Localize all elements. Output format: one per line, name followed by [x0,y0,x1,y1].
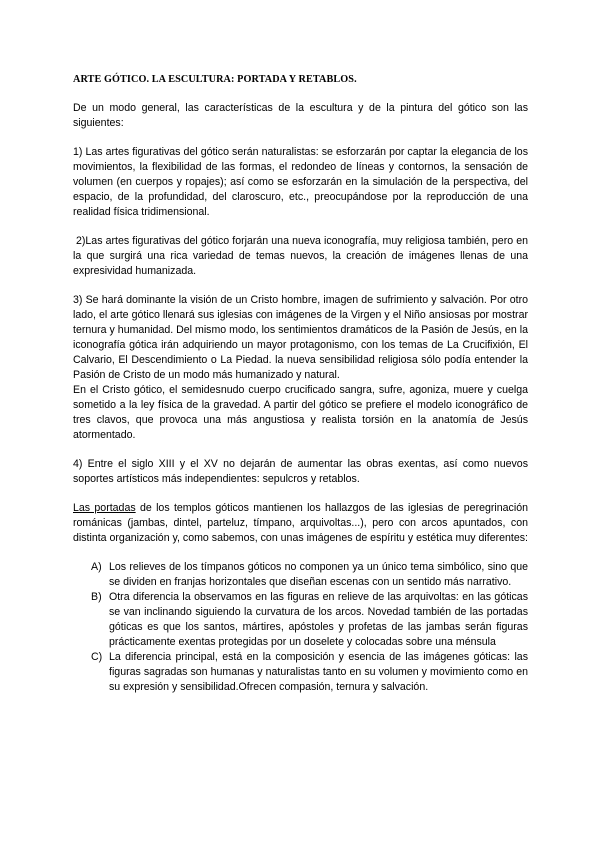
list-marker: C) [91,651,103,663]
portadas-paragraph [73,501,528,546]
list-item [91,560,528,590]
portadas-text: de los templos góticos mantienen los hallazgos de las iglesias de peregrinación románicas (jambas, dintel, parteluz, tímpano, arquivoltas...), pero con arcos apuntados, con distinta organización y, como sabemos, con unas imágenes de espíritu y estética muy diferentes: [73,502,528,544]
list-marker: B) [91,591,102,603]
intro-paragraph: De un modo general, las características de la escultura y de la pintura del gótico son las siguientes: [73,102,528,129]
list-item-text: Otra diferencia la observamos en las figuras en relieve de las arquivoltas: en las góticas se van inclinando siguiendo la curvatura de los arcos. Novedad también de las portadas góticas es que los santos, mártires, apóstoles y profetas de las jambas serán figuras prácticamente exentas protegidas por un doselete y colocadas sobre una ménsula [109,591,528,648]
point-4-paragraph: 4) Entre el siglo XIII y el XV no dejarán de aumentar las obras exentas, así como nuevos soportes artísticos más independientes: sepulcros y retablos. [73,458,528,485]
list-item-text: Los relieves de los tímpanos góticos no componen ya un único tema simbólico, sino que se dividen en franjas horizontales que diseñan escenas con un sentido más narrativo. [109,561,528,588]
document-title: ARTE GÓTICO. LA ESCULTURA: PORTADA Y RETABLOS. [73,74,357,85]
list-item [91,590,528,650]
point-1-paragraph: 1) Las artes figurativas del gótico serán naturalistas: se esforzarán por captar la elegancia de los movimientos, la flexibilidad de las formas, el redondeo de líneas y contornos, la sensación de volumen (en cuerpos y ropajes); así como se esforzarán en la simulación de la perspectiva, del espacio, de la profundidad, del claroscuro, etc., preocupándose por la reproducción de una realidad física tridimensional. [73,146,528,218]
point-3-continuation-paragraph: En el Cristo gótico, el semidesnudo cuerpo crucificado sangra, sufre, agoniza, muere y cuelga sometido a la ley física de la gravedad. A partir del gótico se prefiere el modelo iconográfico de tres clavos, que provoca una más angustiosa y realista torsión en la anatomía de Jesús atormentado. [73,384,528,441]
point-2-paragraph: 2)Las artes figurativas del gótico forjarán una nueva iconografía, muy religiosa también, pero en la que surgirá una rica variedad de temas nuevos, la creación de imágenes llenas de una expresividad humanizada. [73,235,528,277]
list-item [91,650,528,695]
portadas-heading: Las portadas [73,502,136,514]
differences-list [73,560,528,695]
list-item-text: La diferencia principal, está en la composición y esencia de las imágenes góticas: las figuras sagradas son humanas y naturalistas tanto en su volumen y movimiento como en su expresión y sensibilidad.Ofrecen compasión, ternura y salvación. [109,651,528,693]
point-3-paragraph: 3) Se hará dominante la visión de un Cristo hombre, imagen de sufrimiento y salvación. Por otro lado, el arte gótico llenará sus iglesias con imágenes de la Virgen y el Niño ansiosas por mostrar ternura y humanidad. Del mismo modo, los sentimientos dramáticos de la Pasión de Jesús, en la iconografía gótica irán adquiriendo un mayor protagonismo, con los temas de La Crucifixión, El Calvario, El Descendimiento o La Piedad. la nueva sensibilidad religiosa sólo podía entender la Pasión de Cristo de un modo más humanizado y natural. [73,294,528,381]
list-marker: A) [91,561,102,573]
document-page [73,72,528,695]
